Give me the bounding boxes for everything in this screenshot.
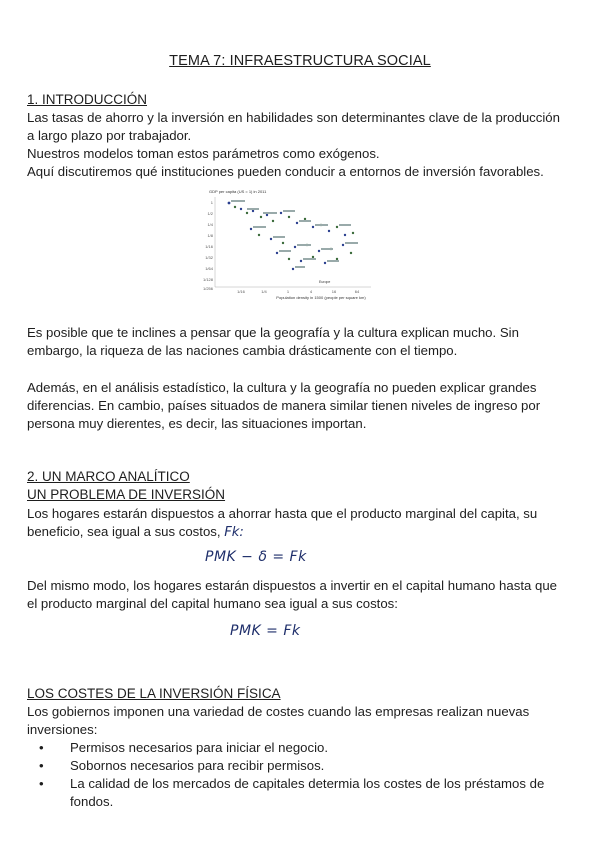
text-line: a largo plazo por trabajador. [27,128,192,143]
text-line: inversiones: [27,722,98,737]
y-tick: 1/16 [205,244,213,249]
text-line: Aquí discutiremos qué instituciones pueden conducir a entornos de inversión favorables. [27,164,544,179]
text-line: diferencias. En cambio, países situados de manera similar tienen niveles de ingreso por [27,398,541,413]
y-tick: 1 [210,200,213,205]
bullet-icon: • [39,776,44,791]
list-item [27,775,575,811]
bullet-icon: • [39,740,44,755]
list-item [27,739,575,757]
list-item-text: fondos. [70,794,114,809]
list-item [27,757,575,775]
x-tick: 64 [354,289,360,294]
x-tick: 16 [331,289,337,294]
formula-physical-capital: PMK − δ = Fk [205,549,307,565]
y-tick: 1/4 [207,222,213,227]
text-line: Los gobiernos imponen una variedad de costes cuando las empresas realizan nuevas [27,704,530,719]
figure-x-label: Population density in 1500 (people per square km) [276,295,366,300]
subheading-costes-inversion: LOS COSTES DE LA INVERSIÓN FÍSICA [27,686,281,701]
section-heading-introduccion: 1. INTRODUCCIÓN [27,92,148,107]
costs-bullet-list [27,739,575,811]
text-line: persona muy dierentes, es decir, las situaciones importan. [27,416,367,431]
list-item-text: La calidad de los mercados de capitales determia los costes de los préstamos de [70,776,545,791]
gdp-density-scatter-figure [201,187,384,303]
x-tick: 1/4 [261,289,267,294]
y-tick: 1/2 [207,211,213,216]
section-heading-marco-analitico: 2. UN MARCO ANALÍTICO [27,469,190,484]
y-tick: 1/32 [205,255,213,260]
text-line: Es posible que te inclines a pensar que la geografía y la cultura explican mucho. Sin [27,325,519,340]
text-line: Nuestros modelos toman estos parámetros como exógenos. [27,146,380,161]
text-line: Además, en el análisis estadístico, la cultura y la geografía no pueden explicar grandes [27,380,537,395]
paragraph-government-costs [27,703,575,739]
figure-legend: Europe [319,280,331,284]
x-tick: 4 [309,289,313,294]
handwritten-symbol: Fk: [224,525,244,540]
text-line: Los hogares estarán dispuestos a ahorrar hasta que el producto marginal del capita, su [27,506,538,521]
figure-y-label: GDP per capita (US = 1) in 2011 [209,189,267,194]
text-line: Del mismo modo, los hogares estarán dispuestos a invertir en el capital humano hasta que [27,578,557,593]
paragraph-statistical-analysis [27,379,575,433]
list-item-text: Permisos necesarios para iniciar el negocio. [70,740,329,755]
text-line: embargo, la riqueza de las naciones cambia drásticamente con el tiempo. [27,343,458,358]
paragraph-geography-culture [27,324,575,360]
y-tick: 1/256 [202,286,213,291]
paragraph-savings [27,505,575,542]
subheading-problema-inversion: UN PROBLEMA DE INVERSIÓN [27,487,226,502]
text-line [27,523,575,542]
x-tick: 1 [286,289,290,294]
paragraph-human-capital [27,577,575,613]
list-item-text: Sobornos necesarios para recibir permisos. [70,758,325,773]
intro-paragraph [27,109,575,181]
y-tick: 1/64 [205,266,213,271]
y-tick: 1/128 [202,277,213,282]
bullet-icon: • [39,758,44,773]
text-line: Las tasas de ahorro y la inversión en habilidades son determinantes clave de la producción [27,110,560,125]
y-tick: 1/8 [207,233,213,238]
text-line: el producto marginal del capital humano sea igual a sus costos: [27,596,398,611]
x-tick: 1/16 [237,289,245,294]
text-fragment: beneficio, sea igual a sus costos, [27,524,221,539]
formula-human-capital: PMK = Fk [230,623,301,639]
document-title: TEMA 7: INFRAESTRUCTURA SOCIAL [169,53,431,69]
